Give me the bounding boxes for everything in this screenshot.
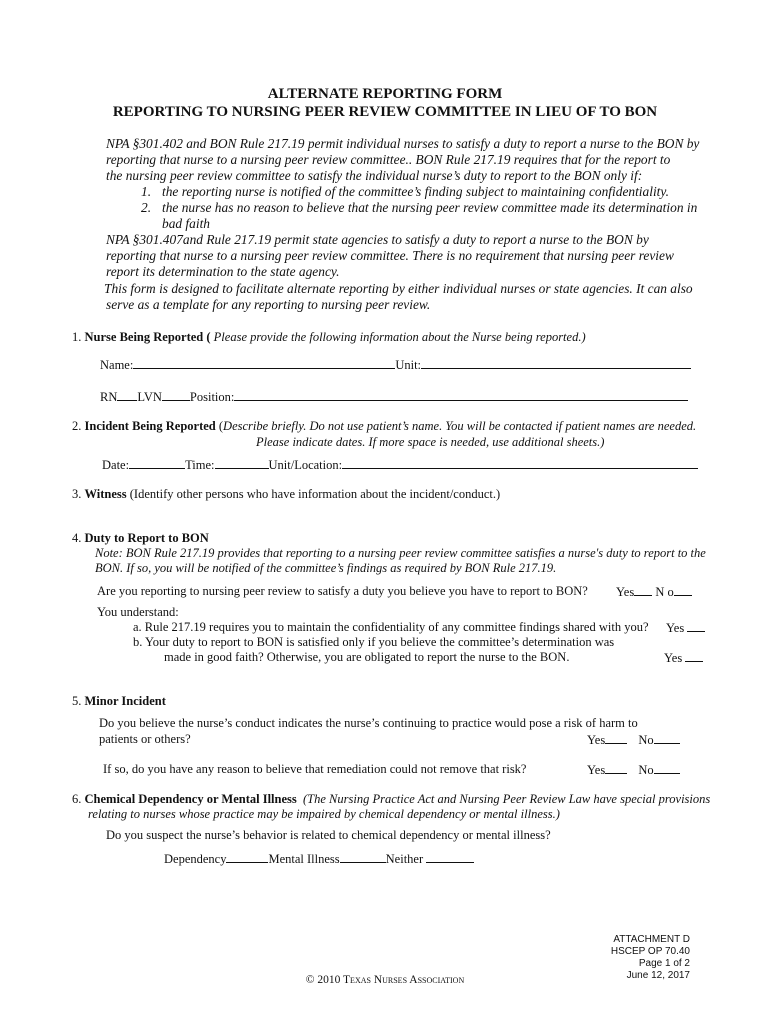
no-field[interactable] [654, 761, 680, 774]
yes-label: Yes [587, 763, 606, 777]
chemical-question: Do you suspect the nurse’s behavior is related to chemical dependency or mental illness? [106, 828, 551, 842]
time-label: Time: [185, 458, 215, 472]
no-field[interactable] [654, 731, 680, 744]
section-5-heading: 5. Minor Incident [72, 694, 166, 708]
date-time-row [102, 456, 698, 473]
name-field[interactable] [133, 356, 395, 369]
section-6-heading: 6. Chemical Dependency or Mental Illness (The Nursing Practice Act and Nursing Peer Review Law have special provisions [72, 792, 711, 806]
page-number: Page 1 of 2 [638, 958, 690, 969]
yes-field[interactable] [634, 583, 652, 596]
form-title: ALTERNATE REPORTING FORM [267, 86, 503, 102]
no-label: N o [655, 585, 674, 599]
date-field[interactable] [129, 456, 185, 469]
yes-label: Yes [666, 621, 685, 635]
intro-line: the nursing peer review committee to satisfy the individual nurse’s duty to report to the BON only if: [106, 168, 643, 183]
mental-illness-field[interactable] [340, 850, 386, 863]
intro-item-number: 2. [141, 200, 152, 215]
understand-b-answer [664, 649, 703, 666]
yes-field[interactable] [685, 649, 703, 662]
lvn-label: LVN [137, 390, 162, 404]
yes-label: Yes [587, 733, 606, 747]
rn-label: RN [100, 390, 118, 404]
document-date: June 12, 2017 [626, 970, 690, 981]
section-4-heading: 4. Duty to Report to BON [72, 531, 209, 545]
section-3-heading: 3. Witness (Identify other persons who have information about the incident/conduct.) [72, 487, 501, 501]
minor-q2-answer [587, 761, 680, 778]
section-2-note: Please indicate dates. If more space is needed, use additional sheets.) [256, 435, 605, 449]
report-question: Are you reporting to nursing peer review to satisfy a duty you believe you have to report to BON? [97, 584, 588, 598]
minor-question: If so, do you have any reason to believe that remediation could not remove that risk? [103, 762, 527, 776]
minor-question: patients or others? [99, 732, 191, 746]
intro-line: NPA §301.402 and BON Rule 217.19 permit individual nurses to satisfy a duty to report a nurse to the BON by [106, 136, 700, 151]
name-label: Name: [100, 358, 134, 372]
intro-line: report its determination to the state agency. [106, 264, 340, 279]
minor-question: Do you believe the nurse’s conduct indicates the nurse’s continuing to practice would pose a risk of harm to [99, 716, 638, 730]
no-label: No [638, 763, 654, 777]
intro-line: reporting that nurse to a nursing peer review committee. There is no requirement that nursing peer review [106, 248, 674, 263]
copyright-notice: © 2010 Texas Nurses Association [305, 974, 465, 986]
dependency-field[interactable] [226, 850, 268, 863]
unit-location-label: Unit/Location: [268, 458, 343, 472]
section-2-heading: 2. Incident Being Reported (Describe briefly. Do not use patient’s name. You will be contacted if patient names are needed. [72, 419, 697, 433]
document-code: HSCEP OP 70.40 [610, 946, 690, 957]
minor-q1-answer [587, 731, 680, 748]
intro-item: the nurse has no reason to believe that the nursing peer review committee made its determination in [162, 200, 698, 215]
intro-item: bad faith [162, 216, 210, 231]
section-4-note: Note: BON Rule 217.19 provides that reporting to a nursing peer review committee satisfies a nurse's duty to report to the [95, 546, 706, 560]
section-4-note: BON. If so, you will be notified of the committee’s findings as required by BON Rule 217.19. [95, 561, 557, 575]
form-subtitle: REPORTING TO NURSING PEER REVIEW COMMITTEE IN LIEU OF TO BON [112, 104, 658, 120]
no-field[interactable] [674, 583, 692, 596]
neither-field[interactable] [426, 850, 474, 863]
understand-item-a: a. Rule 217.19 requires you to maintain the confidentiality of any committee findings shared with you? [133, 620, 649, 634]
report-answer [616, 583, 692, 600]
understand-item-b: made in good faith? Otherwise, you are obligated to report the nurse to the BON. [164, 650, 570, 664]
credential-row [100, 388, 688, 405]
date-label: Date: [102, 458, 130, 472]
section-1-heading: 1. Nurse Being Reported ( Please provide the following information about the Nurse being reported.) [72, 330, 586, 344]
intro-line: reporting that nurse to a nursing peer review committee.. BON Rule 217.19 requires that for the report to [106, 152, 671, 167]
unit-location-field[interactable] [342, 456, 698, 469]
position-field[interactable] [234, 388, 688, 401]
position-label: Position: [189, 390, 235, 404]
mental-illness-label: Mental Illness [268, 852, 340, 866]
neither-label: Neither [385, 852, 424, 866]
yes-field[interactable] [605, 731, 627, 744]
attachment-label: ATTACHMENT D [613, 934, 690, 945]
intro-line: NPA §301.407and Rule 217.19 permit state agencies to satisfy a duty to report a nurse to the BON by [106, 232, 649, 247]
rn-field[interactable] [117, 388, 137, 401]
yes-label: Yes [616, 585, 635, 599]
lvn-field[interactable] [162, 388, 190, 401]
yes-label: Yes [664, 651, 683, 665]
name-unit-row [100, 356, 691, 373]
time-field[interactable] [215, 456, 269, 469]
intro-item-number: 1. [141, 184, 152, 199]
yes-field[interactable] [687, 619, 705, 632]
dependency-label: Dependency [164, 852, 227, 866]
understand-a-answer [666, 619, 705, 636]
understand-label: You understand: [97, 605, 179, 619]
understand-item-b: b. Your duty to report to BON is satisfied only if you believe the committee’s determination was [133, 635, 615, 649]
intro-line: serve as a template for any reporting to nursing peer review. [106, 297, 431, 312]
intro-item: the reporting nurse is notified of the committee’s finding subject to maintaining confidentiality. [162, 184, 669, 199]
unit-field[interactable] [421, 356, 691, 369]
no-label: No [638, 733, 654, 747]
chemical-answer-row [164, 850, 474, 867]
yes-field[interactable] [605, 761, 627, 774]
section-6-note: relating to nurses whose practice may be impaired by chemical dependency or mental illness.) [88, 807, 560, 821]
intro-line: This form is designed to facilitate alternate reporting by either individual nurses or state agencies. It can also [104, 281, 693, 296]
unit-label: Unit: [395, 358, 422, 372]
